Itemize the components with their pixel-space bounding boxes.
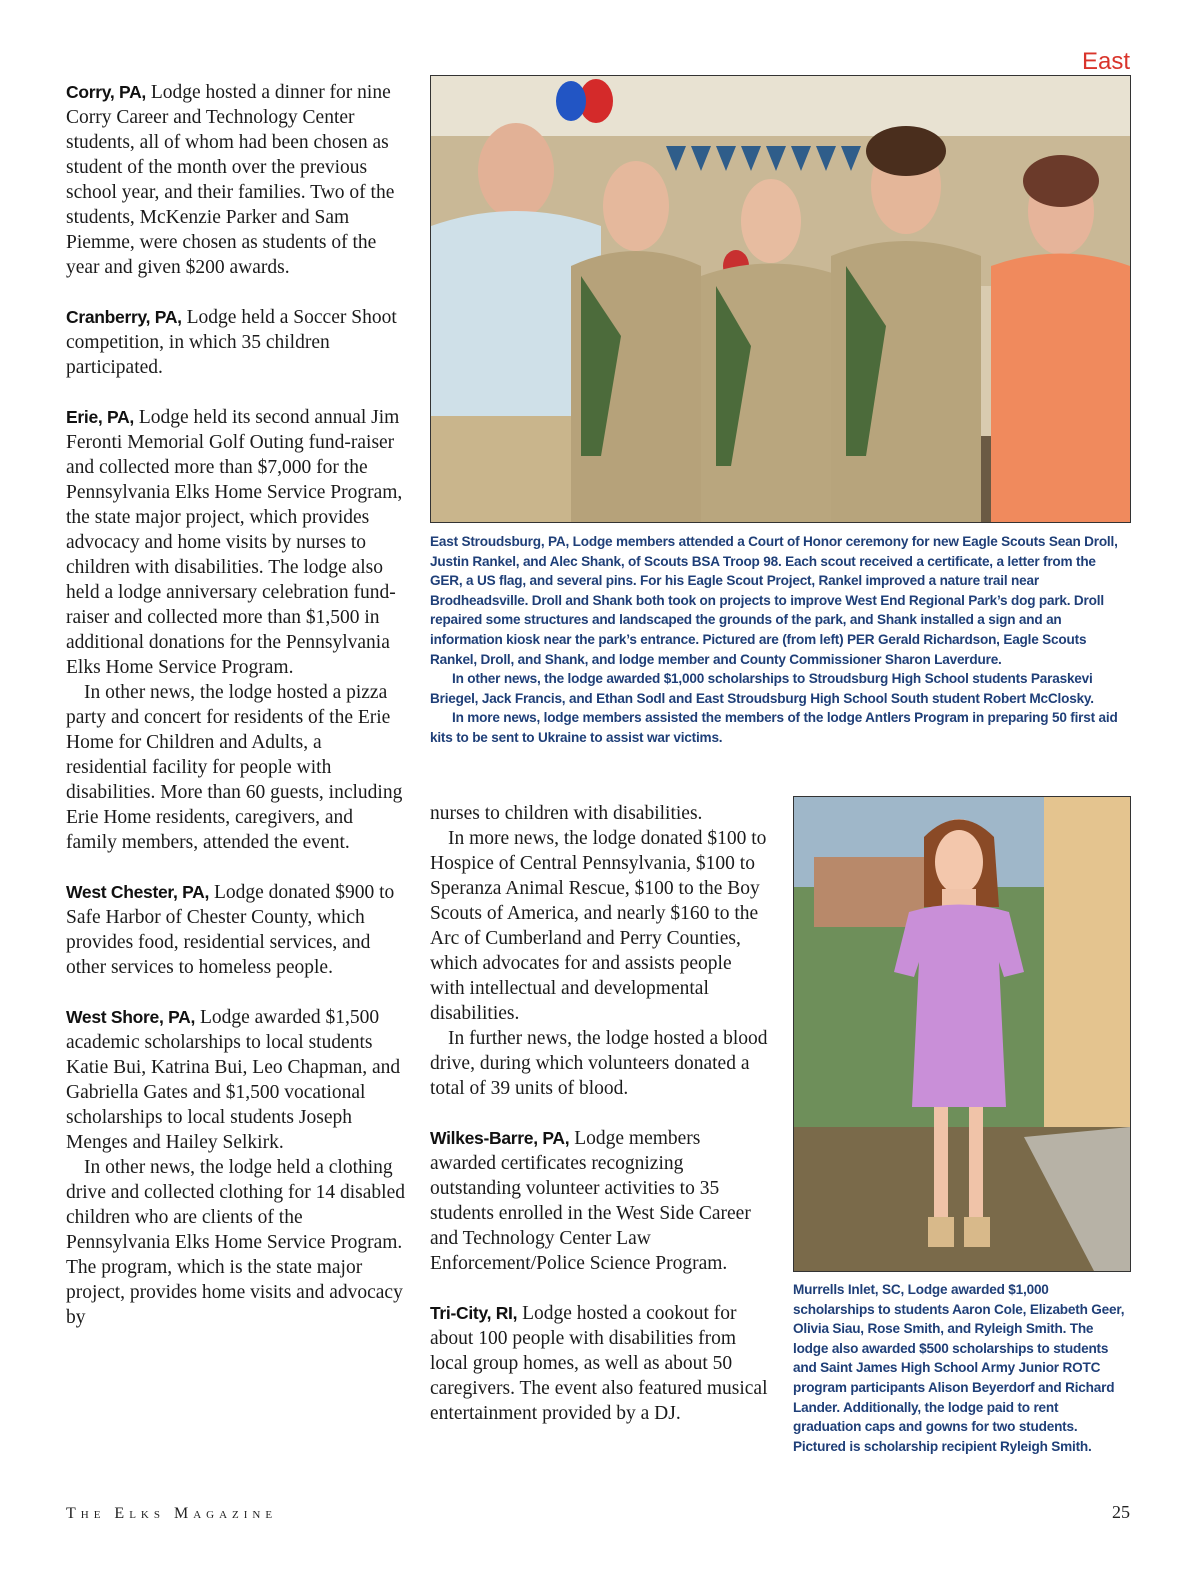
lodge-name: Cranberry, PA, (66, 307, 182, 327)
photo-eagle-scouts (430, 75, 1131, 523)
caption-paragraph (430, 669, 1130, 708)
item-text: Lodge hosted a cookout for about 100 people with disabilities from local group homes, as well as about 50 caregivers. The event also featured musical entertainment provided by a DJ. (430, 1303, 768, 1424)
caption-text: Lodge awarded $1,000 scholarships to students Aaron Cole, Elizabeth Geer, Olivia Siau, Rose Smith, and Ryleigh Smith. The lodge also awarded $500 scholarships to students and Saint James High School Army Junior ROTC program participants Alison Beyerdorf and Richard Lander. Additionally, the lodge paid to rent graduation caps and gowns for two students. Pictured is scholarship recipient Ryleigh Smith. (793, 1282, 1125, 1454)
item-text: In other news, the lodge held a clothing drive and collected clothing for 14 disabled children who are clients of the Pennsylvania Elks Home Service Program. The program, which is the state major project, provides home visits and advocacy by (66, 1157, 405, 1328)
lodge-name: Erie, PA, (66, 407, 134, 427)
lodge-name: Corry, PA, (66, 82, 146, 102)
magazine-name: The Elks Magazine (66, 1505, 278, 1522)
item-text: In other news, the lodge hosted a pizza party and concert for residents of the Erie Home for Children and Adults, a residential facility for people with disabilities. More than 60 guests, including Erie Home residents, caregivers, and family members, attended the event. (66, 682, 403, 853)
item-text: In more news, the lodge donated $100 to Hospice of Central Pennsylvania, $100 to Speranza Animal Rescue, $100 to the Boy Scouts of America, and nearly $160 to the Arc of Cumberland and Perry Counties, which advocates for and assists people with intellectual and developmental disabilities. (430, 828, 767, 1024)
lodge-name: West Chester, PA, (66, 882, 210, 902)
item-text: nurses to children with disabilities. (430, 803, 703, 824)
item-text: Lodge held a Soccer Shoot competition, in which 35 children participated. (66, 307, 397, 378)
photo-scholarship-recipient (793, 796, 1131, 1272)
item-continued (430, 801, 770, 826)
item-west-chester (66, 880, 406, 980)
lodge-name: Wilkes-Barre, PA, (430, 1128, 570, 1148)
caption-text: Lodge members attended a Court of Honor ceremony for new Eagle Scouts Sean Droll, Justin Rankel, and Alec Shank, of Scouts BSA Troop 98. Each scout received a certificate, a letter from the GER, a US flag, and several pins. For his Eagle Scout Project, Rankel improved a nature trail near Brodheadsville. Droll and Shank both took on projects to improve West End Regional Park’s dog park. Droll repaired some structures and landscaped the grounds of the park, and Shank installed a sign and an information kiosk near the park’s entrance. Pictured are (from left) PER Gerald Richardson, Eagle Scouts Rankel, Droll, and Shank, and lodge member and County Commissioner Sharon Laverdure. (430, 534, 1118, 667)
photo-scholarship-recipient-illustration (794, 797, 1130, 1271)
caption-lodge-name: Murrells Inlet, SC, (793, 1282, 905, 1297)
item-text: Lodge hosted a dinner for nine Corry Career and Technology Center students, all of whom had been chosen as student of the month over the previous school year, and their families. Two of the students, McKenzie Parker and Sam Piemme, were chosen as students of the year and given $200 awards. (66, 82, 395, 278)
photo-caption-murrells-inlet (793, 1280, 1130, 1456)
item-west-shore (66, 1005, 406, 1155)
item-corry (66, 80, 406, 280)
item-text: Lodge awarded $1,500 academic scholarships to local students Katie Bui, Katrina Bui, Leo Chapman, and Gabriella Gates and $1,500 vocational scholarships to local students Joseph Menges and Hailey Selkirk. (66, 1007, 401, 1153)
item-erie-more (66, 680, 406, 855)
section-tag: East (1081, 48, 1130, 75)
item-cranberry (66, 305, 406, 380)
item-tri-city (430, 1301, 770, 1426)
caption-text: In other news, the lodge awarded $1,000 scholarships to Stroudsburg High School students Paraskevi Briegel, Jack Francis, and Ethan Sodl and East Stroudsburg High School South student Robert McClosky. (430, 671, 1094, 706)
photo-caption-east-stroudsburg (430, 532, 1130, 748)
item-wilkes-barre (430, 1126, 770, 1276)
lodge-name: Tri-City, RI, (430, 1303, 518, 1323)
item-text: Lodge members awarded certificates recognizing outstanding volunteer activities to 35 students enrolled in the West Side Career and Technology Center Law Enforcement/Police Science Program. (430, 1128, 751, 1274)
article-column-left (66, 80, 406, 1330)
lodge-name: West Shore, PA, (66, 1007, 196, 1027)
item-blood-drive (430, 1026, 770, 1101)
item-donations (430, 826, 770, 1026)
item-text: Lodge held its second annual Jim Feronti Memorial Golf Outing fund-raiser and collected more than $7,000 for the Pennsylvania Elks Home Service Program, the state major project, which provides advocacy and home visits by nurses to children with disabilities. The lodge also held a lodge anniversary celebration fund-raiser and collected more than $1,500 in additional donations for the Pennsylvania Elks Home Service Program. (66, 407, 403, 678)
caption-paragraph (430, 708, 1130, 747)
photo-eagle-scouts-illustration (431, 76, 1130, 522)
item-text: Lodge donated $900 to Safe Harbor of Chester County, which provides food, residential services, and other services to homeless people. (66, 882, 395, 978)
item-west-shore-more (66, 1155, 406, 1330)
caption-paragraph (430, 532, 1130, 669)
item-text: In further news, the lodge hosted a blood drive, during which volunteers donated a total of 39 units of blood. (430, 1028, 768, 1099)
caption-paragraph (793, 1280, 1130, 1456)
item-erie (66, 405, 406, 680)
caption-text: In more news, lodge members assisted the members of the lodge Antlers Program in preparing 50 first aid kits to be sent to Ukraine to assist war victims. (430, 710, 1118, 745)
page-number: 25 (1112, 1502, 1130, 1522)
article-column-middle (430, 801, 770, 1426)
caption-lodge-name: East Stroudsburg, PA, (430, 534, 570, 549)
